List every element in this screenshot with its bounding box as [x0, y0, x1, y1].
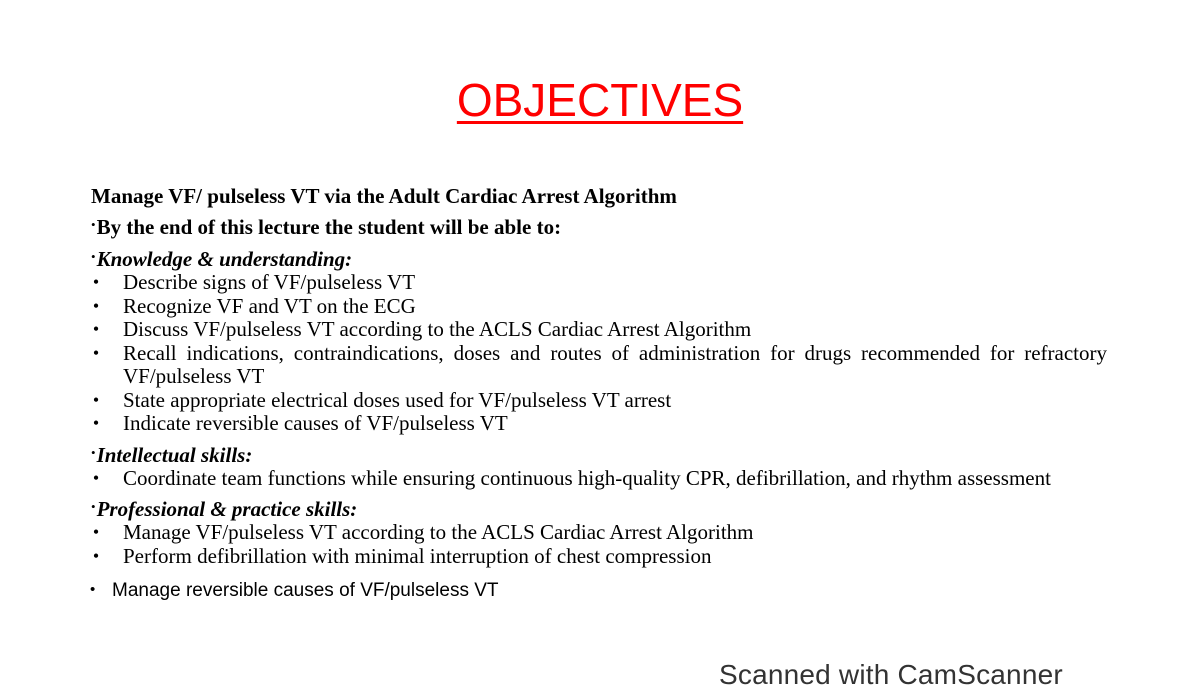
list-item-text: Coordinate team functions while ensuring continuous high-quality CPR, defibrillation, and rhythm assessment [123, 465, 1051, 490]
list-item-text: Manage VF/pulseless VT according to the ACLS Cardiac Arrest Algorithm [123, 520, 754, 544]
intellectual-list [91, 467, 1107, 491]
intro-subline-text: By the end of this lecture the student will be able to: [96, 215, 562, 239]
final-objective [90, 577, 499, 604]
bullet-marker: • [92, 342, 100, 363]
list-item-text: Perform defibrillation with minimal interruption of chest compression [123, 543, 712, 568]
list-item-text: Discuss VF/pulseless VT according to the ACLS Cardiac Arrest Algorithm [123, 317, 752, 341]
bullet-marker: • [91, 499, 96, 514]
list-item-text: Recognize VF and VT on the ECG [123, 293, 416, 318]
bullet-marker: • [92, 272, 100, 292]
bullet-marker: • [92, 319, 100, 339]
section-heading-knowledge [91, 245, 1107, 271]
list-item [91, 412, 1107, 436]
list-item [91, 271, 1107, 295]
bullet-marker: • [91, 444, 96, 460]
objectives-content [91, 183, 1107, 568]
list-item-text: State appropriate electrical doses used for VF/pulseless VT arrest [123, 387, 672, 412]
list-item-text: Indicate reversible causes of VF/pulseless VT [123, 411, 508, 435]
section-heading-professional [91, 495, 1107, 521]
list-item [91, 318, 1107, 342]
list-item-text: Recall indications, contraindications, doses and routes of administration for drugs recommended for refractory VF/pulseless VT [123, 340, 1107, 388]
bullet-marker: • [92, 467, 100, 488]
page-title: OBJECTIVES [456, 74, 744, 126]
section-heading-text: Professional & practice skills: [96, 497, 358, 521]
section-heading-text: Knowledge & understanding: [96, 247, 353, 271]
bullet-marker: • [92, 389, 100, 410]
bullet-marker: • [92, 522, 100, 542]
section-heading-text: Intellectual skills: [96, 442, 253, 467]
list-item-text: Describe signs of VF/pulseless VT [123, 270, 416, 294]
intro-subline [91, 212, 1107, 240]
bullet-marker: • [92, 295, 100, 316]
final-objective-text: Manage reversible causes of VF/pulseless VT [112, 580, 499, 601]
bullet-marker: • [90, 581, 96, 598]
bullet-marker: • [91, 249, 96, 264]
intro-line: Manage VF/ pulseless VT via the Adult Cardiac Arrest Algorithm [91, 184, 677, 208]
list-item [91, 545, 1107, 569]
list-item [91, 521, 1107, 545]
bullet-marker: • [92, 413, 100, 433]
bullet-marker: • [91, 217, 96, 232]
list-item [91, 342, 1107, 389]
camscanner-watermark: Scanned with CamScanner [719, 659, 1063, 690]
list-item [91, 295, 1107, 319]
bullet-marker: • [92, 545, 100, 566]
knowledge-list [91, 271, 1107, 436]
list-item [91, 389, 1107, 413]
professional-list [91, 521, 1107, 568]
section-heading-intellectual [91, 441, 1107, 467]
list-item [91, 467, 1107, 491]
